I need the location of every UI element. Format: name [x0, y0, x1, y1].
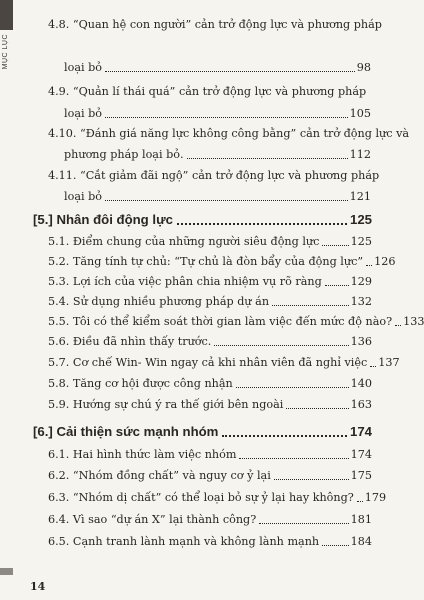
toc-entry-6-2 — [48, 469, 372, 483]
dot-leader — [395, 325, 401, 326]
dot-leader — [259, 523, 348, 524]
toc-page-number: 126 — [374, 255, 396, 268]
dot-leader — [366, 265, 372, 266]
toc-entry-4-11 — [64, 190, 371, 204]
toc-page-number: 129 — [350, 275, 372, 288]
toc-entry-5-8 — [48, 377, 372, 391]
dot-leader — [370, 366, 376, 367]
toc-entry-6-3 — [48, 491, 387, 505]
toc-entry-5-4 — [48, 295, 372, 309]
toc-page-number: 105 — [349, 107, 371, 120]
toc-entry-label: phương pháp loại bỏ. — [64, 148, 184, 161]
toc-page-number: 112 — [349, 148, 371, 161]
dot-leader — [239, 458, 348, 459]
dot-leader — [177, 223, 347, 225]
toc-page-number: 184 — [350, 535, 372, 548]
dot-leader — [274, 479, 349, 480]
toc-entry-4-9 — [64, 107, 371, 121]
section-title: [5.] Nhân đôi động lực — [33, 212, 173, 227]
dot-leader — [105, 117, 348, 118]
page-number: 14 — [30, 580, 46, 593]
toc-entry-6-1 — [48, 448, 372, 462]
toc-entry-label: 5.8. Tăng cơ hội được công nhận — [48, 377, 233, 390]
toc-entry-label: loại bỏ — [64, 61, 103, 74]
dot-leader — [187, 158, 348, 159]
toc-entry-label: 5.1. Điểm chung của những người siêu động lực — [48, 235, 320, 248]
toc-entry-4-10-line1: 4.10. “Đánh giá năng lực không công bằng” cản trở động lực và — [48, 127, 410, 140]
toc-entry-label: loại bỏ — [64, 190, 103, 203]
dot-leader — [357, 501, 363, 502]
toc-entry-5-3 — [48, 275, 372, 289]
toc-entry-label: 6.4. Vì sao “dự án X” lại thành công? — [48, 513, 257, 526]
toc-entry-label: 5.2. Tăng tính tự chủ: “Tự chủ là đòn bẩy của động lực” — [48, 255, 364, 268]
toc-entry-5-6 — [48, 335, 372, 349]
toc-page-number: 179 — [364, 491, 387, 504]
dot-leader — [222, 435, 347, 437]
toc-page-number: 98 — [356, 61, 371, 74]
toc-entry-label: 5.5. Tôi có thể kiểm soát thời gian làm việc đến mức độ nào? — [48, 315, 393, 328]
toc-entry-6-4 — [48, 513, 372, 527]
dot-leader — [236, 387, 349, 388]
toc-entry-4-8 — [64, 61, 371, 75]
dot-leader — [105, 200, 348, 201]
toc-entry-label: 6.1. Hai hình thức làm việc nhóm — [48, 448, 237, 461]
toc-page-number: 163 — [350, 398, 372, 411]
dot-leader — [322, 245, 348, 246]
toc-entry-label: 5.7. Cơ chế Win- Win ngay cả khi nhân viên đã nghỉ việc — [48, 356, 368, 369]
toc-page-number: 125 — [350, 235, 372, 248]
toc-entry-label: 5.6. Điều đã nhìn thấy trước. — [48, 335, 212, 348]
side-label: MỤC LỤC — [2, 34, 9, 70]
dot-leader — [214, 345, 348, 346]
toc-entry-5-9 — [48, 398, 372, 412]
toc-section-5 — [33, 212, 372, 228]
toc-page-number: 174 — [350, 448, 372, 461]
toc-page-number: 121 — [349, 190, 371, 203]
dot-leader — [325, 285, 349, 286]
toc-entry-label: 6.5. Cạnh tranh lành mạnh và không lành mạnh — [48, 535, 320, 548]
toc-entry-5-1 — [48, 235, 372, 249]
dot-leader — [105, 71, 355, 72]
toc-entry-4-11-line1: 4.11. “Cắt giảm đãi ngộ” cản trở động lực và phương pháp — [48, 169, 380, 182]
toc-page-number: 132 — [350, 295, 372, 308]
section-page-number: 125 — [349, 212, 372, 227]
toc-entry-label: loại bỏ — [64, 107, 103, 120]
toc-entry-5-2 — [48, 255, 396, 269]
toc-entry-5-7 — [48, 356, 400, 370]
toc-entry-4-8-line1: 4.8. “Quan hệ con người” cản trở động lực và phương pháp — [48, 18, 382, 31]
toc-entry-4-9-line1: 4.9. “Quản lí thái quá” cản trở động lực và phương pháp — [48, 85, 367, 98]
toc-page-number: 137 — [378, 356, 400, 369]
toc-entry-label: 5.4. Sử dụng nhiều phương pháp dự án — [48, 295, 270, 308]
toc-entry-label: 6.2. “Nhóm đồng chất” và nguy cơ ỷ lại — [48, 469, 271, 482]
toc-page-number: 175 — [350, 469, 372, 482]
toc-page-number: 133 — [403, 315, 424, 328]
section-page-number: 174 — [349, 424, 372, 439]
dot-leader — [286, 408, 348, 409]
toc-entry-label: 6.3. “Nhóm dị chất” có thể loại bỏ sự ỷ lại hay không? — [48, 491, 354, 504]
toc-entry-5-5 — [48, 315, 424, 329]
toc-page-number: 136 — [350, 335, 372, 348]
section-title: [6.] Cải thiện sức mạnh nhóm — [33, 424, 219, 439]
toc-entry-label: 5.3. Lợi ích của việc phân chia nhiệm vụ rõ ràng — [48, 275, 322, 288]
toc-section-6 — [33, 424, 372, 440]
toc-page-number: 181 — [350, 513, 372, 526]
toc-entry-4-10 — [64, 148, 371, 162]
toc-page-number: 140 — [350, 377, 372, 390]
dot-leader — [272, 305, 349, 306]
dot-leader — [322, 545, 349, 546]
toc-entry-6-5 — [48, 535, 372, 549]
toc-entry-label: 5.9. Hướng sự chú ý ra thế giới bên ngoài — [48, 398, 284, 411]
